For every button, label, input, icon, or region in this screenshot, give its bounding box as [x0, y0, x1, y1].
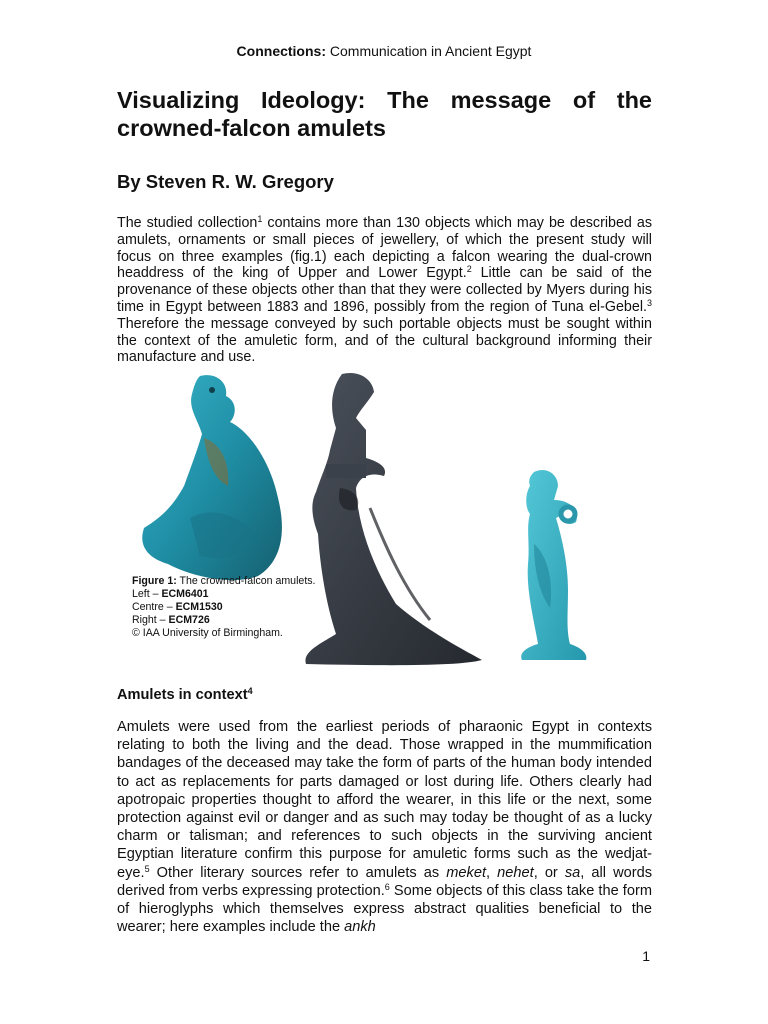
page-number: 1: [642, 948, 650, 964]
running-header: [0, 43, 768, 59]
section-heading-text: Amulets in context: [117, 687, 248, 703]
journal-subtitle: Communication in Ancient Egypt: [326, 43, 532, 59]
figure-1: [130, 368, 640, 668]
footnote-ref-2[interactable]: 2: [466, 264, 472, 275]
article-title: Visualizing Ideology: The message of the crowned-falcon amulets: [117, 87, 652, 141]
figure-title: The crowned-falcon amulets.: [176, 575, 316, 587]
footnote-ref-5[interactable]: 5: [144, 863, 150, 874]
journal-name: Connections:: [236, 43, 326, 59]
caption-credit: © IAA University of Birmingham.: [132, 627, 283, 639]
figure-label: Figure 1:: [132, 575, 177, 587]
text-span: Other literary sources refer to amulets as: [149, 864, 447, 881]
text-span: Some objects of this class take the form of hieroglyphs which themselves express abstract qualities beneficial to the wearer; here examples include the: [117, 882, 652, 936]
text-span: Therefore the message conveyed by such portable objects must be sought within the context of the amuletic form, and of the cultural background informing their manufacture and use.: [117, 315, 652, 366]
body-paragraph: [117, 718, 652, 936]
amulet-right-image: [521, 470, 586, 660]
footnote-ref-4[interactable]: 4: [247, 686, 253, 696]
intro-paragraph: [117, 215, 652, 366]
amulet-left-image: [142, 375, 282, 580]
text-span: Amulets were used from the earliest periods of pharaonic Egypt in contexts relating to both the living and the dead. Those wrapped in the mummification bandages of the deceased may take the form of parts of the human body intended to act as replacements for parts damaged or lost during life. Others clearly had apotropaic properties thought to afford the wearer, in this life or the next, some protection against evil or danger and as such may today be thought of as a lucky charm or talisman; and references to such objects in the surviving ancient Egyptian literature confirm this purpose for amuletic forms such as the wedjat-eye.: [117, 719, 652, 881]
text-span: Little can be said of the provenance of these objects other than that they were collected by Myers during his time in Egypt between 1883 and 1896, possibly from the region of Tuna el-Gebel.: [117, 265, 652, 315]
footnote-ref-3[interactable]: 3: [646, 297, 652, 308]
caption-centre-id: ECM1530: [175, 601, 223, 613]
caption-left-prefix: Left –: [132, 588, 162, 600]
text-span: contains more than 130 objects which may be described as amulets, ornaments or small pieces of jewellery, of which the present study will focus on three examples (fig.1) each depicting a falcon wearing the dual-crown headdress of the king of Upper and Lower Egypt.: [117, 215, 652, 282]
text-span: , all words derived from verbs expressing protection.: [117, 864, 653, 899]
italic-term: sa: [564, 864, 581, 881]
caption-left-id: ECM6401: [161, 588, 209, 600]
footnote-ref-6[interactable]: 6: [384, 881, 390, 892]
italic-term: nehet: [497, 864, 534, 881]
section-heading: [117, 687, 253, 703]
caption-right-id: ECM726: [168, 614, 210, 626]
text-span: The studied collection: [117, 215, 258, 231]
footnote-ref-1[interactable]: 1: [257, 214, 263, 224]
figure-caption: [132, 575, 316, 640]
caption-centre-prefix: Centre –: [132, 601, 176, 613]
text-span: , or: [533, 864, 565, 881]
italic-term: ankh: [344, 919, 376, 936]
italic-term: meket: [446, 864, 487, 881]
amulet-centre-image: [305, 373, 482, 665]
caption-right-prefix: Right –: [132, 614, 169, 626]
author-byline: By Steven R. W. Gregory: [117, 171, 334, 192]
text-span: ,: [486, 864, 498, 881]
